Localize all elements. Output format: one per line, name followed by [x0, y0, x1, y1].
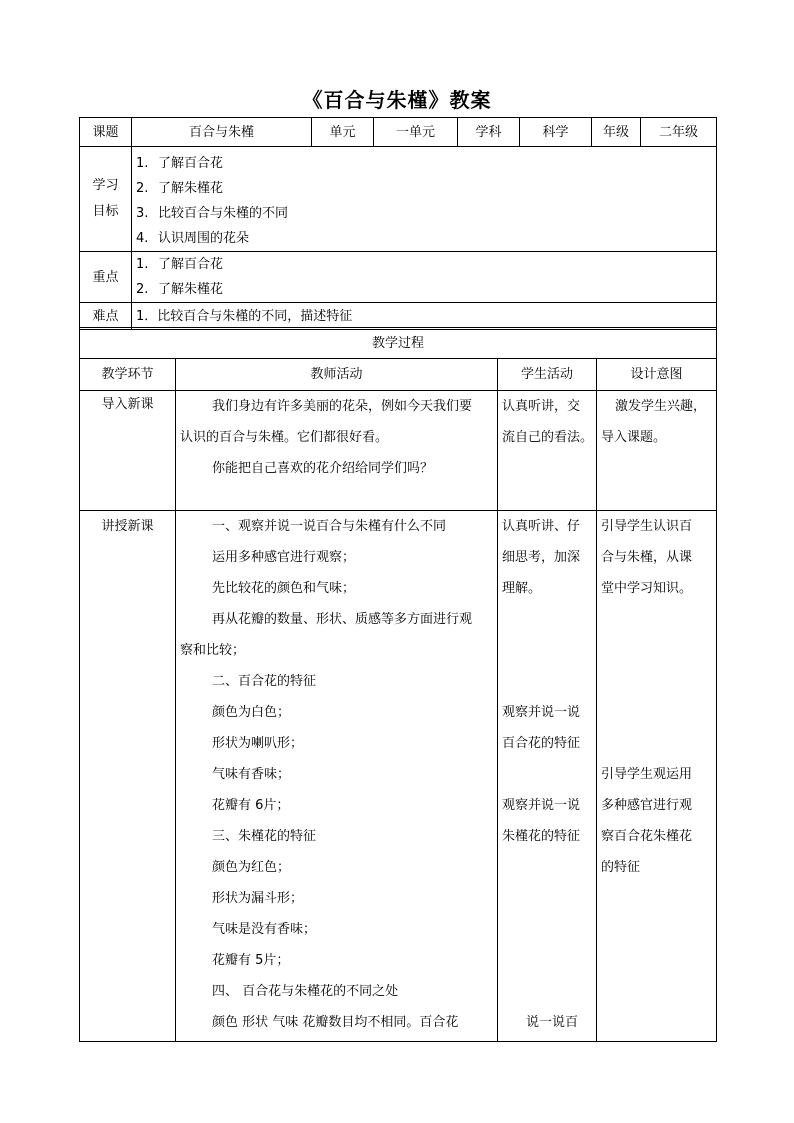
key-points-list — [132, 252, 717, 303]
grade-value: 二年级 — [641, 118, 717, 147]
student-line — [502, 976, 592, 1007]
teacher-line: 察和比较； — [180, 643, 246, 658]
subject-label: 学科 — [458, 118, 520, 147]
goals-label-line-1: 学习 — [92, 178, 119, 193]
goals-label-line-2: 目标 — [92, 204, 119, 219]
student-line: 流自己的看法。 — [502, 430, 594, 445]
grade-label: 年级 — [592, 118, 641, 147]
topic-value: 百合与朱槿 — [132, 118, 312, 147]
teacher-line: 花瓣有 6片； — [212, 798, 290, 813]
teacher-line: 一、观察并说一说百合与朱槿有什么不同 — [212, 519, 447, 534]
student-line — [502, 604, 592, 635]
student-line — [502, 666, 592, 697]
lecture-intent — [597, 511, 717, 1042]
col-stage: 教学环节 — [80, 359, 176, 391]
goal-item: 1. 了解百合花 — [136, 156, 224, 171]
col-teacher: 教师活动 — [176, 359, 498, 391]
student-line: 认真听讲，交 — [502, 399, 581, 414]
teacher-line: 运用多种感官进行观察； — [212, 550, 356, 565]
key-point-item: 1. 了解百合花 — [136, 257, 224, 272]
teacher-line: 颜色为红色； — [212, 860, 291, 875]
intent-line: 堂中学习知识。 — [601, 581, 693, 596]
lecture-teacher — [176, 511, 498, 1042]
process-table — [79, 327, 717, 1042]
teacher-line: 先比较花的颜色和气味； — [212, 581, 356, 596]
student-line — [502, 945, 592, 976]
document-title: 《百合与朱槿》教案 — [302, 88, 492, 112]
student-line: 百合花的特征 — [502, 736, 581, 751]
intent-line: 合与朱槿，从课 — [601, 550, 693, 565]
topic-label: 课题 — [80, 118, 132, 147]
goal-item: 2. 了解朱槿花 — [136, 181, 224, 196]
teacher-line: 气味是没有香味； — [212, 922, 317, 937]
key-points-label: 重点 — [80, 252, 132, 303]
student-line: 观察并说一说 — [502, 705, 581, 720]
process-header: 教学过程 — [80, 328, 717, 359]
intent-line — [601, 728, 712, 759]
intent-line: 导入课题。 — [601, 430, 667, 445]
teacher-line: 颜色为白色； — [212, 705, 291, 720]
teacher-line: 二、百合花的特征 — [212, 674, 317, 689]
intent-line — [601, 666, 712, 697]
lecture-stage: 讲授新课 — [80, 511, 176, 1042]
goal-item: 3. 比较百合与朱槿的不同 — [136, 206, 289, 221]
student-line — [502, 759, 592, 790]
student-line: 说一说百 — [526, 1015, 579, 1030]
difficulty-text: 1．比较百合与朱槿的不同，描述特征 — [132, 303, 717, 330]
intent-line: 激发学生兴趣， — [615, 399, 707, 414]
teacher-line: 我们身边有许多美丽的花朵，例如今天我们要 — [212, 399, 473, 414]
goals-label — [80, 147, 132, 252]
student-line: 认真听讲、仔 — [502, 519, 581, 534]
intent-line — [601, 697, 712, 728]
teacher-line: 花瓣有 5片； — [212, 953, 290, 968]
unit-value: 一单元 — [374, 118, 458, 147]
lecture-student — [498, 511, 597, 1042]
info-table — [79, 117, 717, 330]
student-line — [502, 883, 592, 914]
student-line — [502, 914, 592, 945]
teacher-line: 认识的百合与朱槿。它们都很好看。 — [180, 430, 389, 445]
intent-line: 察百合花朱槿花 — [601, 829, 693, 844]
intro-stage: 导入新课 — [80, 391, 176, 511]
goals-list — [132, 147, 717, 252]
teacher-line: 形状为漏斗形； — [212, 891, 304, 906]
teacher-line: 颜色 形状 气味 花瓣数目均不相同。百合花 — [212, 1015, 459, 1030]
teacher-line: 气味有香味； — [212, 767, 291, 782]
teacher-line: 形状为喇叭形； — [212, 736, 304, 751]
teacher-line: 三、朱槿花的特征 — [212, 829, 317, 844]
student-line: 朱槿花的特征 — [502, 829, 581, 844]
student-line: 观察并说一说 — [502, 798, 581, 813]
difficulty-label: 难点 — [80, 303, 132, 330]
intent-line: 多种感官进行观 — [601, 798, 693, 813]
student-line — [502, 635, 592, 666]
col-intent: 设计意图 — [597, 359, 717, 391]
student-line: 细思考，加深 — [502, 550, 581, 565]
intent-line — [601, 604, 712, 635]
intent-line: 的特征 — [601, 860, 641, 875]
teacher-line: 你能把自己喜欢的花介绍给同学们吗？ — [212, 461, 434, 476]
col-student: 学生活动 — [498, 359, 597, 391]
intro-student — [498, 391, 597, 511]
intro-intent — [597, 391, 717, 511]
intent-line: 引导学生观运用 — [601, 767, 693, 782]
goal-item: 4. 认识周围的花朵 — [136, 231, 250, 246]
intro-teacher — [176, 391, 498, 511]
intent-line: 引导学生认识百 — [601, 519, 693, 534]
teacher-line: 再从花瓣的数量、形状、质感等多方面进行观 — [212, 612, 473, 627]
student-line — [502, 852, 592, 883]
key-point-item: 2. 了解朱槿花 — [136, 282, 224, 297]
unit-label: 单元 — [312, 118, 374, 147]
teacher-line: 四、 百合花与朱槿花的不同之处 — [212, 984, 399, 999]
intent-line — [601, 635, 712, 666]
student-line: 理解。 — [502, 581, 542, 596]
subject-value: 科学 — [520, 118, 592, 147]
